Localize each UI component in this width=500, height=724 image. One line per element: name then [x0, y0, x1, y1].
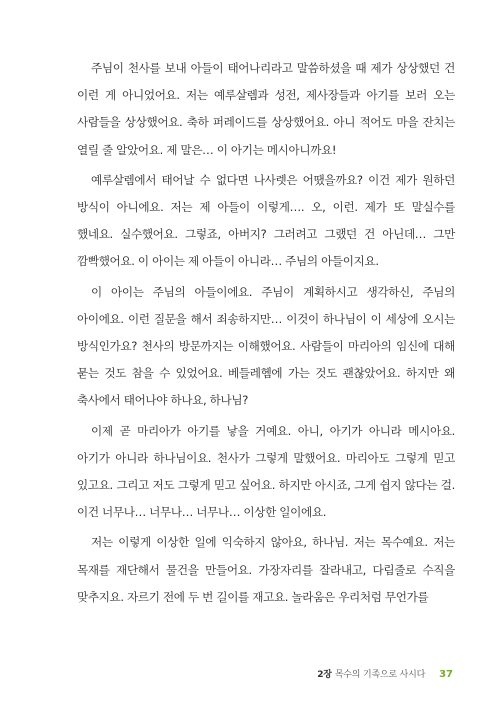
running-footer: [317, 667, 453, 680]
chapter-title: 목수의 기족으로 사시다: [334, 670, 426, 680]
page-number: 37: [439, 669, 453, 680]
paragraph: 저는 이렇게 이상한 일에 익숙하지 않아요, 하나님. 저는 목수예요. 저는 목재를 재단해서 물건을 만들어요. 가장자리를 잘라내고, 다림줄로 수직을 맞추지요. 자르기 전에 두 번 길이를 재고요. 놀라움은 우리처럼 무언가를: [77, 535, 455, 604]
body-text: [77, 55, 455, 614]
paragraph: 이 아이는 주님의 아들이에요. 주님이 계획하시고 생각하신, 주님의 아이에요. 이런 질문을 해서 죄송하지만… 이것이 하나님이 이 세상에 오시는 방식인가요? 천사의 방문까지는 이해했어요. 사람들이 마리아의 임신에 대해 묻는 것도 참을 수 있었어요. 베들레헴에 가는 것도 괜찮았어요. 하지만 왜 축사에서 태어나야 하나요, 하나님?: [77, 284, 455, 408]
paragraph: 이제 곧 마리아가 아기를 낳을 거예요. 아니, 아기가 아니라 메시아요. 아기가 아니라 하나님이요. 천사가 그렇게 말했어요. 마리아도 그렇게 믿고 있고요. 그리고 저도 그렇게 믿고 싶어요. 하지만 아시죠, 그게 쉽지 않다는 걸. 이건 너무나… 너무나… 너무나… 이상한 일이에요.: [77, 423, 455, 520]
paragraph: 주님이 천사를 보내 아들이 태어나리라고 말씀하셨을 때 제가 상상했던 건 이런 게 아니었어요. 저는 예루살렘과 성전, 제사장들과 아기를 보러 오는 사람들을 상상했어요. 축하 퍼레이드를 상상했어요. 아니 적어도 마을 잔치는 열릴 줄 알았어요. 제 말은… 이 아기는 메시아니까요!: [77, 61, 455, 157]
chapter-number: 2장: [317, 670, 332, 680]
chapter-label: [317, 667, 425, 680]
paragraph: 예루살렘에서 태어날 수 없다면 나사렛은 어땠을까요? 이건 제가 원하던 방식이 아니에요. 저는 제 아들이 이렇게…. 오, 이런. 제가 또 말실수를 했네요. 실수했어요. 그렇죠, 아버지? 그러려고 그랬던 건 아닌데… 그만 깜빡했어요. 이 아이는 제 아들이 아니라… 주님의 아들이지요.: [77, 172, 455, 269]
